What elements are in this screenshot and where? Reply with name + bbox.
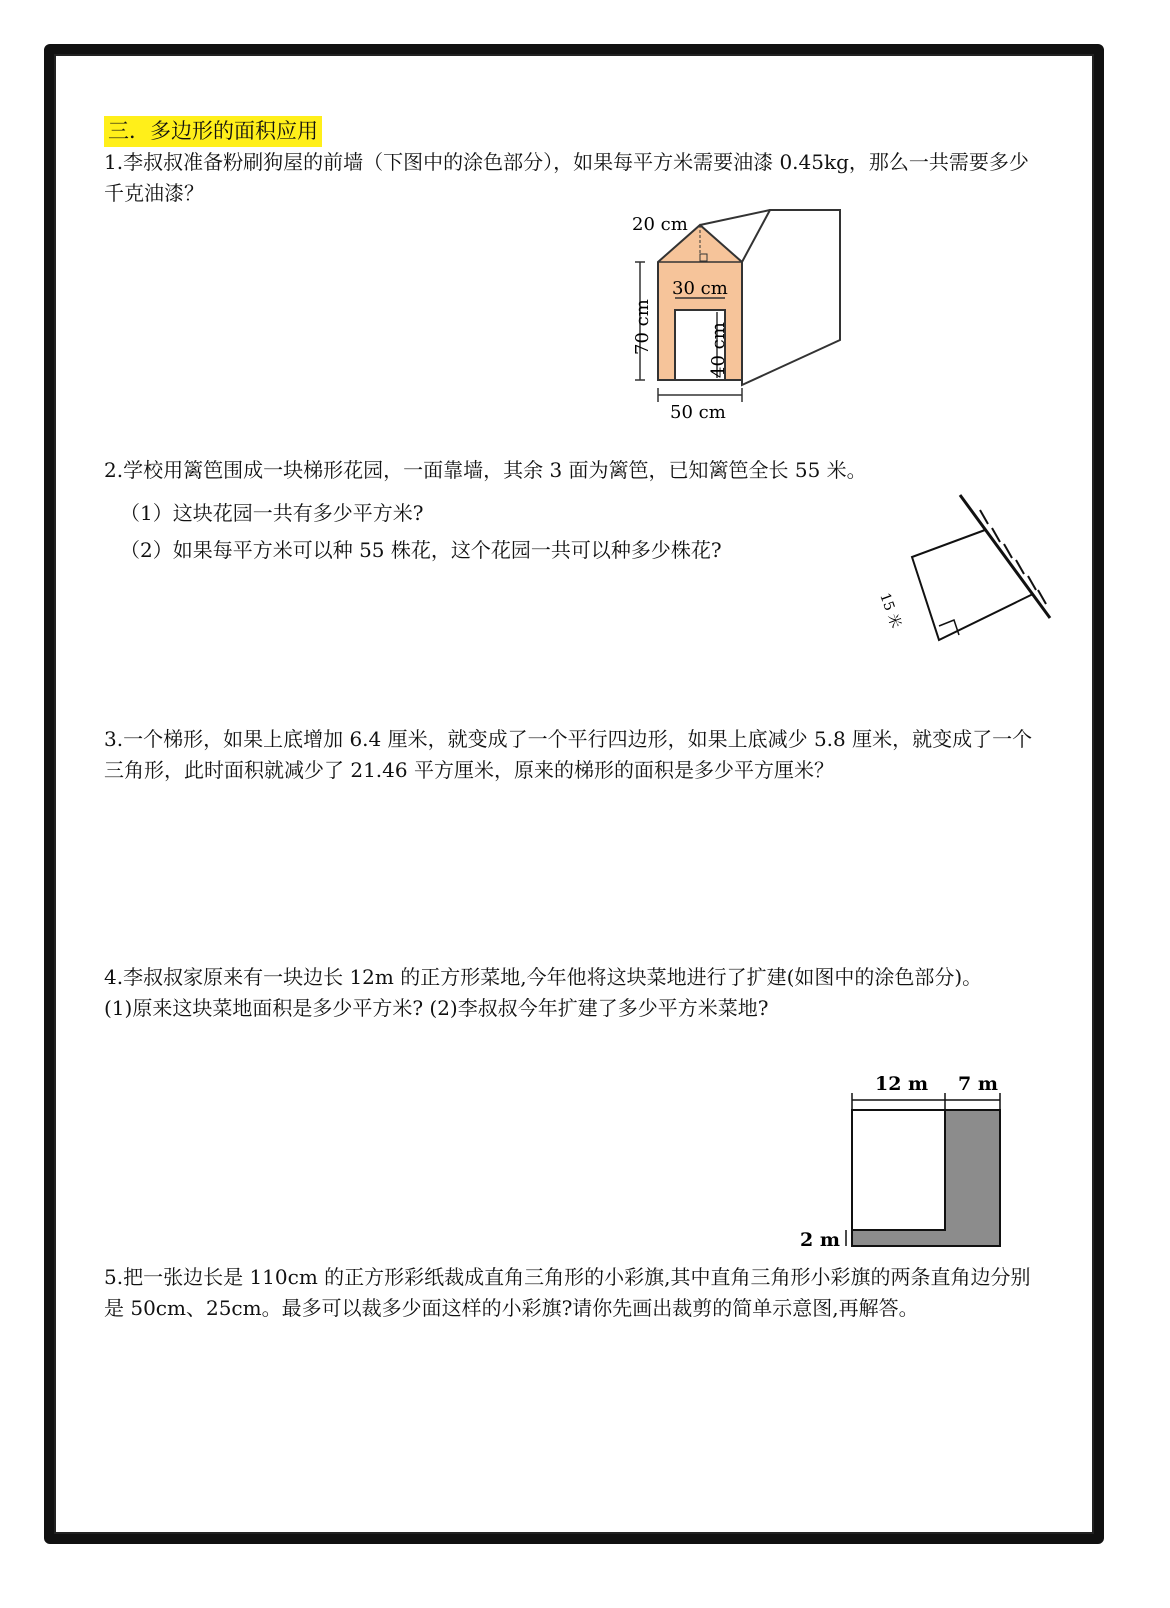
label-door-width: 30 cm — [672, 278, 728, 299]
question-2-part-1: （1）这块花园一共有多少平方米? — [120, 501, 424, 525]
label-original-side: 12 m — [875, 1073, 929, 1095]
house-side — [742, 210, 840, 385]
label-roof: 20 cm — [632, 214, 688, 235]
section-title: 三．多边形的面积应用 — [104, 116, 322, 147]
label-expansion-width: 7 m — [958, 1073, 998, 1095]
question-4-parts: (1)原来这块菜地面积是多少平方米? (2)李叔叔今年扩建了多少平方米菜地? — [104, 996, 769, 1020]
question-2-part-2: （2）如果每平方米可以种 55 株花，这个花园一共可以种多少株花? — [120, 538, 722, 562]
worksheet — [104, 116, 1044, 209]
label-height: 15 米 — [876, 590, 904, 631]
label-wall-height: 70 cm — [632, 299, 653, 355]
garden-expansion-figure — [790, 1068, 1020, 1258]
label-base: 50 cm — [670, 402, 726, 423]
question-1: 1.李叔叔准备粉刷狗屋的前墙（下图中的涂色部分），如果每平方米需要油漆 0.45kg，那么一共需要多少千克油漆？ — [104, 150, 1029, 205]
trapezoid-garden-figure — [870, 490, 1070, 650]
question-3-block — [104, 724, 1044, 786]
question-5: 5.把一张边长是 110cm 的正方形彩纸裁成直角三角形的小彩旗,其中直角三角形小彩旗的两条直角边分别是 50cm、25cm。最多可以裁多少面这样的小彩旗?请你先画出裁剪的简单示意图,再解答。 — [104, 1265, 1031, 1320]
label-door-height: 40 cm — [708, 322, 729, 378]
question-4-block — [104, 962, 1044, 1024]
wall-line — [960, 495, 1050, 618]
dog-house-figure — [620, 200, 850, 425]
label-expansion-height: 2 m — [800, 1229, 840, 1251]
question-5-block — [104, 1262, 1044, 1324]
wall-hatching — [980, 510, 1046, 604]
question-3: 3.一个梯形，如果上底增加 6.4 厘米，就变成了一个平行四边形，如果上底减少 5.8 厘米，就变成了一个三角形，此时面积就减少了 21.46 平方厘米，原来的梯形的面积是多少平方厘米？ — [104, 727, 1033, 782]
fence — [912, 530, 1033, 640]
question-4: 4.李叔叔家原来有一块边长 12m 的正方形菜地,今年他将这块菜地进行了扩建(如图中的涂色部分)。 — [104, 965, 983, 989]
question-2: 2.学校用篱笆围成一块梯形花园，一面靠墙，其余 3 面为篱笆，已知篱笆全长 55 米。 — [104, 458, 867, 482]
